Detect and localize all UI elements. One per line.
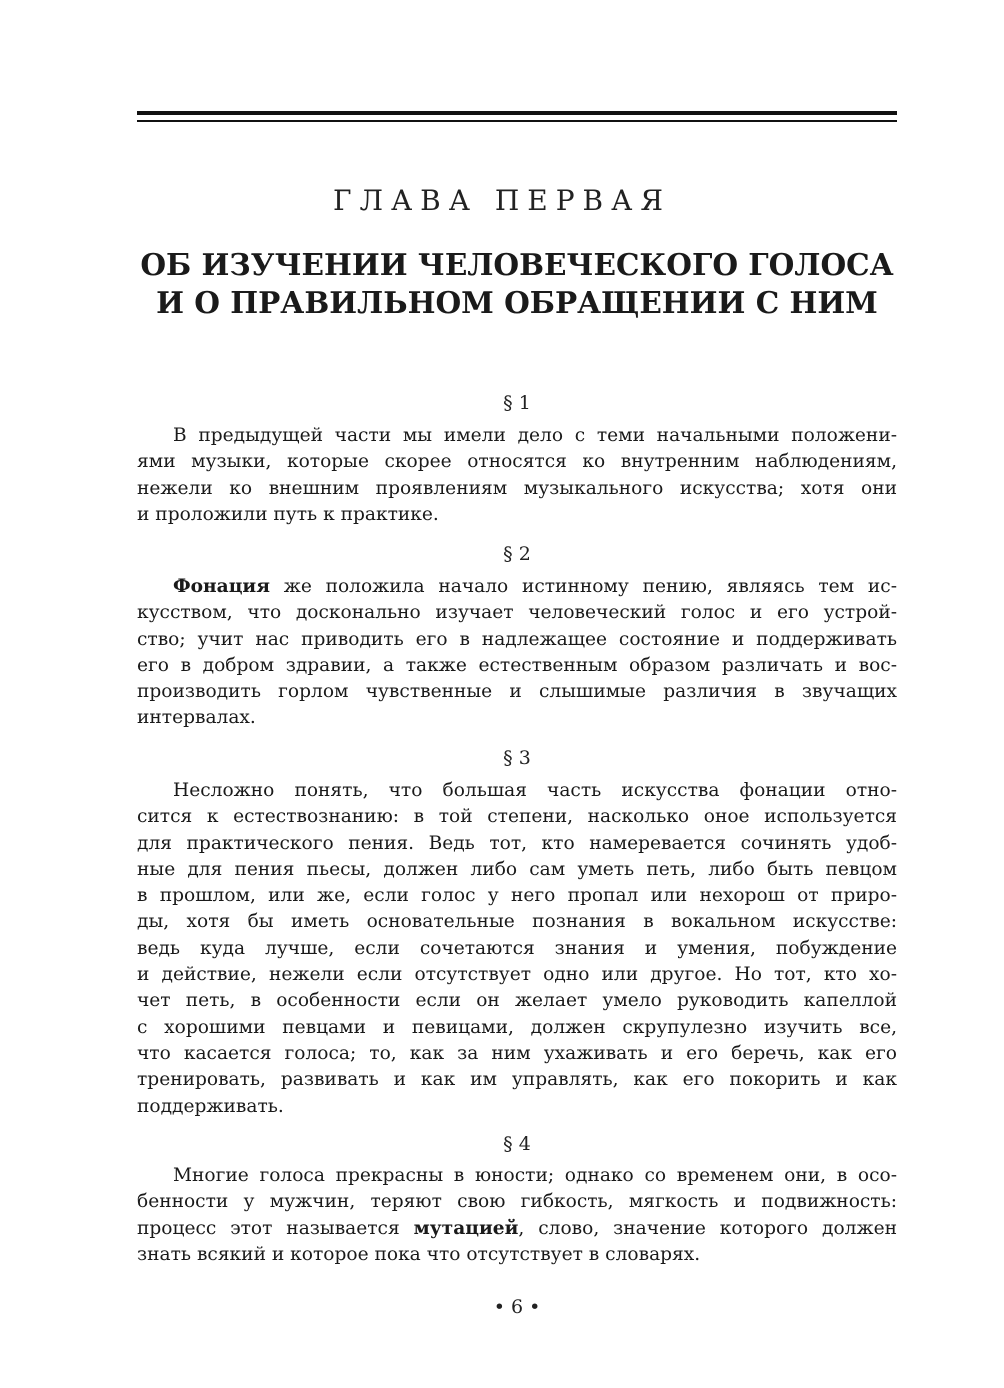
- chapter-label: ГЛАВА ПЕРВАЯ: [333, 184, 671, 217]
- text-line: поддерживать.: [137, 1095, 284, 1117]
- text-line: кусством, что досконально изучает человеческий голос и его устрой-: [137, 602, 897, 624]
- chapter-title: [0, 246, 1004, 322]
- text-line: ство; учит нас приводить его в надлежащее состояние и поддерживать: [137, 628, 897, 650]
- text-line: ями музыки, которые скорее относятся ко внутренним наблюдениям,: [137, 451, 897, 473]
- term-phonation: Фонация: [173, 576, 270, 597]
- text-line: в прошлом, или же, если голос у него пропал или нехорош от приро-: [137, 885, 897, 907]
- text-line: [137, 574, 897, 600]
- text-line: сится к естествознанию: в той степени, насколько оное используется: [137, 806, 897, 828]
- text-line: В предыдущей части мы имели дело с теми начальными положени-: [173, 425, 897, 446]
- paragraph-2: [137, 574, 897, 732]
- header-rule-thin: [137, 120, 897, 122]
- text-line: что касается голоса; то, как за ним ухаживать и его беречь, как его: [137, 1042, 897, 1064]
- text-line: бенности у мужчин, теряют свою гибкость, мягкость и подвижность:: [137, 1191, 897, 1213]
- chapter-title-line-2: И О ПРАВИЛЬНОМ ОБРАЩЕНИИ С НИМ: [156, 285, 878, 320]
- text-fragment: , слово, значение которого должен: [518, 1217, 897, 1239]
- text-fragment: процесс этот называется: [137, 1217, 414, 1239]
- text-line: с хорошими певцами и певицами, должен скрупулезно изучить все,: [137, 1016, 897, 1038]
- text-line: интервалах.: [137, 707, 256, 729]
- section-mark-2: § 2: [503, 543, 531, 565]
- text-line: чет петь, в особенности если он желает умело руководить капеллой: [137, 990, 897, 1012]
- paragraph-1: [137, 423, 897, 528]
- text-line: Несложно понять, что большая часть искусства фонации отно-: [173, 780, 897, 801]
- text-line: ведь куда лучше, если сочетаются знания и умения, побуждение: [137, 937, 897, 959]
- text-line: его в добром здравии, а также естественным образом различать и вос-: [137, 654, 897, 676]
- chapter-title-line-1: ОБ ИЗУЧЕНИИ ЧЕЛОВЕЧЕСКОГО ГОЛОСА: [140, 247, 894, 282]
- section-mark-3: § 3: [503, 747, 531, 769]
- section-mark-4: § 4: [503, 1133, 531, 1155]
- page-number: • 6 •: [493, 1296, 541, 1318]
- text-line: нежели ко внешним проявлениям музыкального искусства; хотя они: [137, 477, 897, 499]
- text-line: [137, 1216, 897, 1242]
- text-line: производить горлом чувственные и слышимые различия в звучащих: [137, 681, 897, 703]
- paragraph-3: [137, 778, 897, 1120]
- text-line: ды, хотя бы иметь основательные познания в вокальном искусстве:: [137, 911, 897, 933]
- text-line: и проложили путь к практике.: [137, 503, 439, 525]
- text-line: Многие голоса прекрасны в юности; однако со временем они, в осо-: [173, 1165, 897, 1186]
- text-line: тренировать, развивать и как им управлять, как его покорить и как: [137, 1069, 897, 1091]
- text-line: для практического пения. Ведь тот, кто намеревается сочинять удоб-: [137, 832, 897, 854]
- text-line: ные для пения пьесы, должен либо сам уметь петь, либо быть певцом: [137, 858, 897, 880]
- term-mutation: мутацией: [413, 1217, 519, 1239]
- section-mark-1: § 1: [503, 392, 531, 414]
- text-fragment: же положила начало истинному пению, являясь тем ис-: [269, 576, 897, 597]
- header-rule-thick: [137, 111, 897, 115]
- text-line: знать всякий и которое пока что отсутствует в словарях.: [137, 1243, 701, 1265]
- text-line: и действие, нежели если отсутствует одно или другое. Но тот, кто хо-: [137, 964, 897, 986]
- paragraph-4: [137, 1163, 897, 1268]
